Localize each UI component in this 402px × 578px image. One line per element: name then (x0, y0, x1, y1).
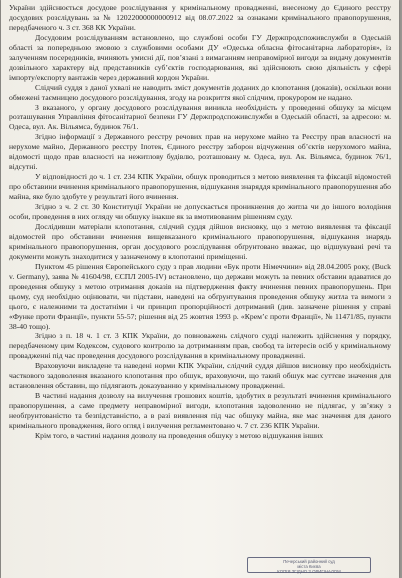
stamp-city: міста Києва (297, 564, 321, 569)
stamp-certification: КОПІЯ ЗГІДНО З ОРИГІНАЛОМ (277, 569, 341, 574)
paragraph-10: Згідно з п. 18 ч. 1 ст. 3 КПК України, до повноважень слідчого судді належить здійснення у порядку, передбаченому цим Кодексом, судового контролю за дотриманням прав, свобод та інтересів осіб у кримінальному провадженні під час проведення досудового розслідування в кримінальному провадженні. (9, 331, 391, 361)
stamp-court-name: Печерський районний суд (283, 559, 335, 564)
paragraph-12: В частині надання дозволу на вилучення грошових коштів, здобутих в результаті вчинення кримінального правопорушення, а саме предмету неправомірної вигоди, клопотання задоволенню не підлягає, у зв’язку з необґрунтованістю та безпідставністю, а в разі виявлення під час обшуку майна, яке має значення для даного кримінального провадження, його огляд і вилучення регламентовано ч. 7 ст. 236 КПК України. (9, 391, 391, 431)
paragraph-7: Згідно з ч. 2 ст. 30 Конституції України не допускається проникнення до житла чи до іншого володіння особи, проведення в них огляду чи обшуку інакше як за вмотивованим рішенням суду. (9, 202, 391, 222)
paragraph-4: З вказаного, у органу досудового розслідування виникла необхідність у проведенні обшуку за місцем розташування Управління фітосанітарної безпеки ГУ Держпродспоживслужби в Одеській області, за адресою: м. Одеса, вул. Ак. Вільямса, будинок 76/1. (9, 102, 391, 132)
paragraph-1: України здійснюється досудове розслідування у кримінальному провадженні, внесеному до Єдиного реєстру досудових розслідувань за № 12022000000000912 від 08.07.2022 за ознаками кримінального правопорушення, передбаченого ч. 3 ст. 368 КК України. (9, 3, 391, 32)
paragraph-5: Згідно інформації з Державного реєстру речових прав на нерухоме майно та Реєстру прав власності на нерухоме майно, Державного реєстру Іпотек, Єдиного реєстру заборон відчуження об’єктів нерухомого майна, відомості щодо прав власності на нежитлову будівлю, розташовану м. Одеса, вул. Ак. Вільямса, будинок 76/1, відсутні. (9, 132, 391, 172)
court-stamp (247, 557, 371, 573)
paragraph-3: Слідчий суддя з даної ухвалі не наводить зміст документів доданих до клопотання (доказів), оскільки вони обмежені таємницею досудового розслідування, згоду на розкриття якої слідчим, прокурором не надано. (9, 82, 391, 102)
document-page (1, 0, 399, 578)
paragraph-13: Крім того, в частині надання дозволу на проведення обшуку з метою відшукання інших (35, 430, 324, 440)
paragraph-9: Пунктом 45 рішення Європейського суду з прав людини «Бук проти Німеччини» від 28.04.2005 року, (Buck v. Germany), заява № 41604/98, ЄСПЛ 2005-IV) встановлено, що держави можуть за певних обставин вдаватися до проведення обшуку з метою отримання доказів на підтвердження факту вчинення певних правопорушень. При цьому, суд необхідно оцінювати, чи підстави, наведені на обґрунтування проведення обшуку житла та вимоги з цього, є належними та достатніми і чи принцип пропорційності дотриманий (див. зазначене рішення у справі «Функе проти Франції», пункти 55-57; рішення від 25 жовтня 1993 р. «Кремʼє проти Франції», № 11471/85, пункти 38-40 тощо). (9, 261, 391, 331)
document-body (9, 3, 391, 441)
paragraph-8: Дослідивши матеріали клопотання, слідчий суддя дійшов висновку, що з метою виявлення та фіксації відомостей про обставини вчинення вищевказаного кримінального правопорушення, відшукання знарядь кримінального правопорушення, орган досудового розслідування обґрунтовано вважає, що відшукувані речі та документи можуть знаходитися у зазначеному в клопотанні приміщенні. (9, 221, 391, 261)
paragraph-6: У відповідності до ч. 1 ст. 234 КПК України, обшук проводиться з метою виявлення та фіксації відомостей про обставини вчинення кримінального правопорушення, відшукання знаряддя кримінального правопорушення або майна, яке було здобуте у результаті його вчинення. (9, 172, 391, 202)
paragraph-2: Досудовим розслідуванням встановлено, що службові особи ГУ Держпродспоживслужби в Одеській області за попередньою змовою з службовими особами ДУ «Одеська обласна фітосанітарна лабораторія», із залученням посередників, вчиняють умисні дії, пов’язані з вимаганням неправомірної вигоди за видачу документів дозвільного характеру від представників суб’єктів господарювання, які здійснюють свою діяльність у сфері імпорту/експорту вантажів через державний кордон України. (9, 32, 391, 82)
paragraph-11: Враховуючи викладене та наведені норми КПК України, слідчий суддя дійшов висновку про необхідність часткового задоволення вказаного клопотання про обшук, враховуючи, що такий обшук має суттєве значення для встановлення обставин, що підлягають доказуванню у кримінальному провадженні. (9, 361, 391, 391)
